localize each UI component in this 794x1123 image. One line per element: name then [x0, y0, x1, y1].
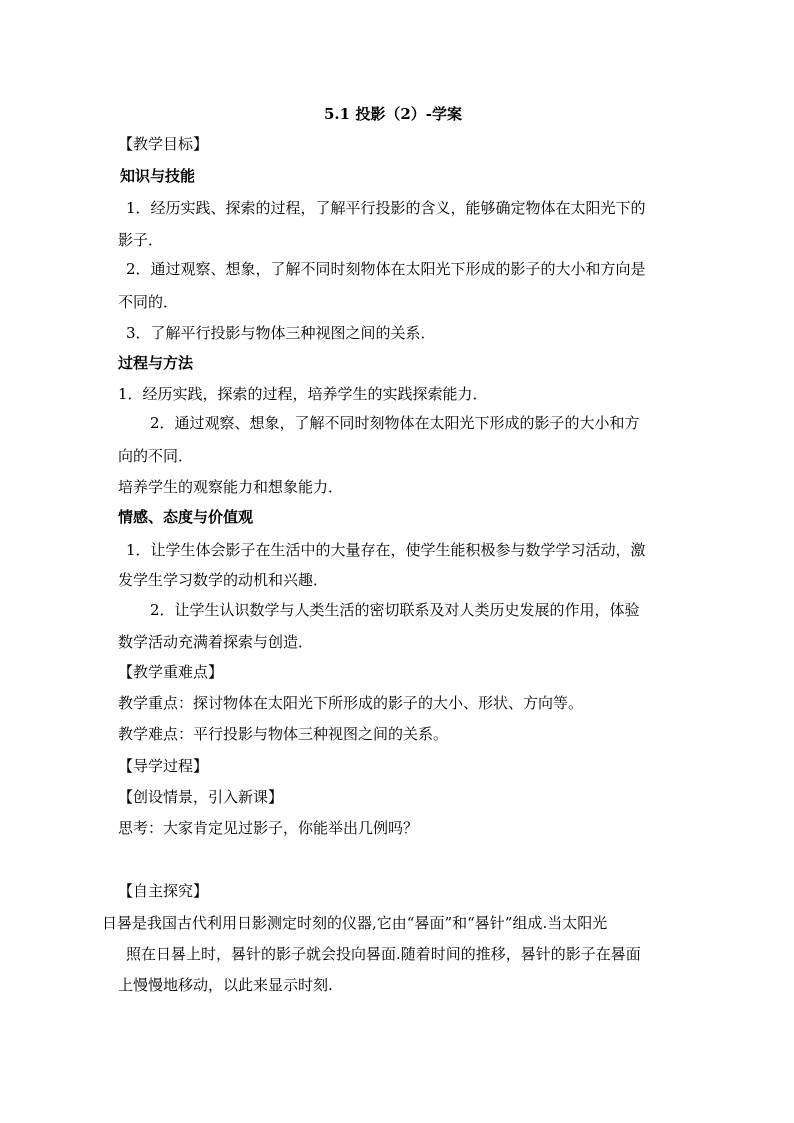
attitude-item-2-line-1: 2．让学生认识数学与人类生活的密切联系及对人类历史发展的作用，体验 — [150, 601, 640, 619]
document-title: 5.1 投影（2）-学案 — [324, 105, 462, 123]
attitude-item-1-line-1: 1．让学生体会影子在生活中的大量存在，使学生能积极参与数学学习活动，激 — [126, 541, 646, 559]
difficulty-text: 教学难点：平行投影与物体三种视图之间的关系。 — [118, 725, 449, 743]
knowledge-item-1-line-2: 影子． — [118, 231, 164, 249]
subsection-heading-process: 过程与方法 — [118, 354, 194, 372]
attitude-item-2-line-2: 数学活动充满着探索与创造． — [118, 633, 314, 651]
section-heading-explore: 【自主探究】 — [118, 882, 209, 900]
section-heading-guided-process: 【导学过程】 — [118, 757, 209, 775]
process-item-2-line-1: 2．通过观察、想象，了解不同时刻物体在太阳光下形成的影子的大小和方 — [150, 414, 640, 432]
process-item-3: 培养学生的观察能力和想象能力． — [118, 478, 344, 496]
process-item-2-line-2: 向的不同． — [118, 447, 194, 465]
keypoint-text: 教学重点：探讨物体在太阳光下所形成的影子的大小、形状、方向等。 — [118, 694, 584, 712]
section-heading-intro: 【创设情景，引入新课】 — [118, 788, 284, 806]
section-heading-keypoints: 【教学重难点】 — [118, 663, 224, 681]
think-question: 思考：大家肯定见过影子，你能举出几例吗？ — [118, 819, 419, 837]
knowledge-item-2-line-1: 2．通过观察、想象，了解不同时刻物体在太阳光下形成的影子的大小和方向是 — [126, 260, 646, 278]
knowledge-item-1-line-1: 1．经历实践、探索的过程，了解平行投影的含义，能够确定物体在太阳光下的 — [126, 199, 646, 217]
knowledge-item-3: 3．了解平行投影与物体三种视图之间的关系． — [126, 324, 436, 342]
explore-line-2: 照在日晷上时，晷针的影子就会投向晷面.随着时间的推移，晷针的影子在晷面 — [126, 945, 641, 963]
subsection-heading-attitude: 情感、态度与价值观 — [118, 508, 254, 526]
attitude-item-1-line-2: 发学生学习数学的动机和兴趣． — [118, 571, 329, 589]
explore-line-1: 日晷是我国古代利用日影测定时刻的仪器,它由“晷面”和“晷针”组成.当太阳光 — [102, 914, 608, 932]
process-item-1: 1．经历实践，探索的过程，培养学生的实践探索能力． — [118, 385, 488, 403]
subsection-heading-knowledge: 知识与技能 — [120, 167, 196, 185]
section-heading-objectives: 【教学目标】 — [118, 135, 209, 153]
explore-line-3: 上慢慢地移动，以此来显示时刻. — [118, 976, 333, 994]
knowledge-item-2-line-2: 不同的． — [118, 293, 179, 311]
